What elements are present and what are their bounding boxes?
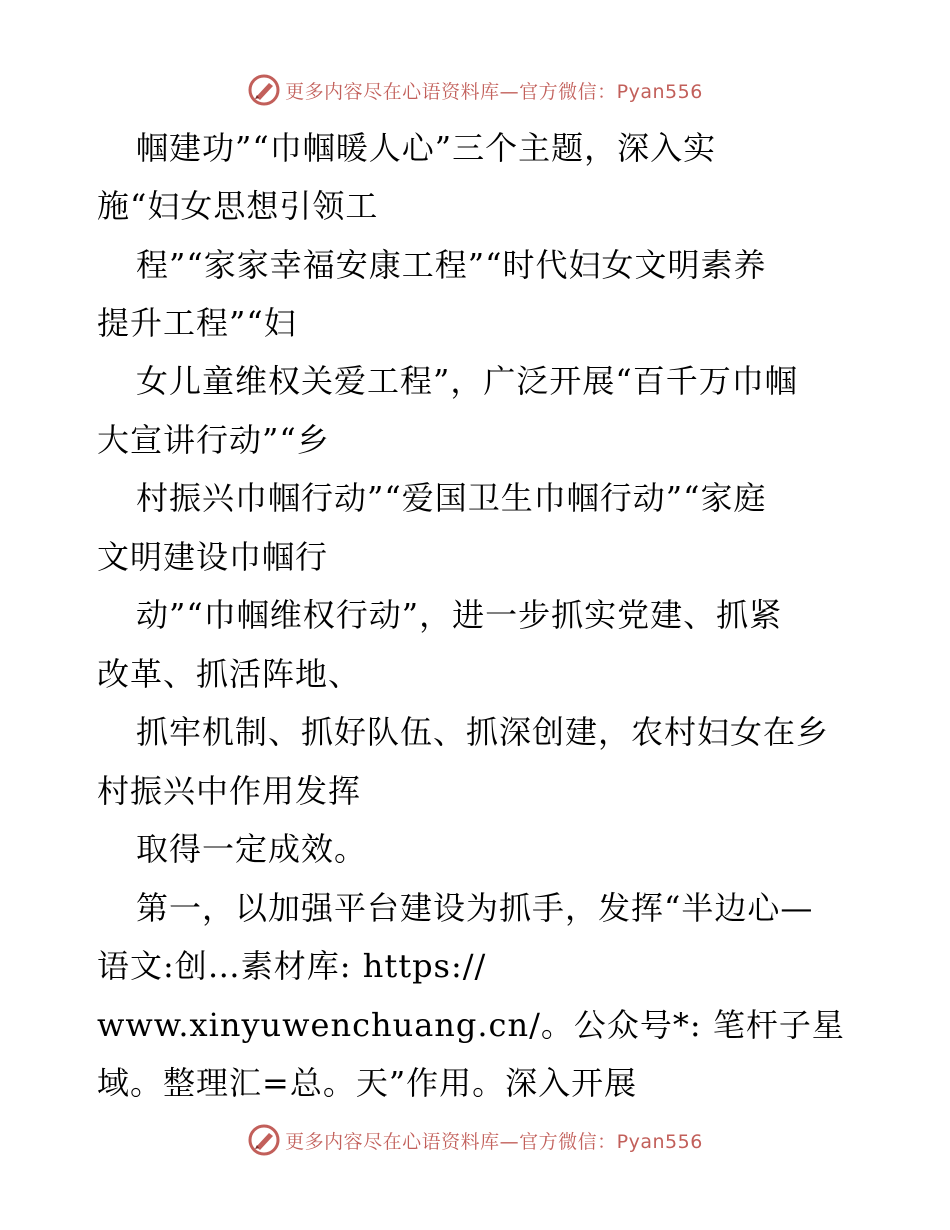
body-line: 提升工程”“妇 <box>97 304 297 342</box>
body-line: 取得一定成效。 <box>136 830 368 868</box>
brand-logo-icon <box>247 1123 281 1157</box>
body-line: 村振兴中作用发挥 <box>97 772 362 810</box>
body-line: 文明建设巾帼行 <box>97 538 329 576</box>
footer-banner <box>0 1120 950 1160</box>
body-line: 语文:创…素材库: https:// <box>97 947 487 985</box>
body-line: 抓牢机制、抓好队伍、抓深创建，农村妇女在乡 <box>136 713 830 751</box>
body-line: 域。整理汇=总。天”作用。深入开展 <box>97 1064 638 1102</box>
body-line: 动”“巾帼维权行动”，进一步抓实党建、抓紧 <box>136 596 783 634</box>
header-banner-text: 更多内容尽在心语资料库—官方微信：Pyan556 <box>285 80 703 103</box>
body-line: 程”“家家幸福安康工程”“时代妇女文明素养 <box>136 246 767 284</box>
body-line: 改革、抓活阵地、 <box>97 655 362 693</box>
body-line: 第一，以加强平台建设为抓手，发挥“半边心— <box>136 889 814 927</box>
body-line: www.xinyuwenchuang.cn/。公众号*: 笔杆子星 <box>97 1006 845 1044</box>
body-line: 施“妇女思想引领工 <box>97 187 379 225</box>
footer-banner-text: 更多内容尽在心语资料库—官方微信：Pyan556 <box>285 1130 703 1153</box>
body-line: 帼建功”“巾帼暖人心”三个主题，深入实 <box>136 129 717 167</box>
body-line: 村振兴巾帼行动”“爱国卫生巾帼行动”“家庭 <box>136 479 767 517</box>
body-line: 大宣讲行动”“乡 <box>97 421 330 459</box>
body-line: 女儿童维权关爱工程”，广泛开展“百千万巾帼 <box>136 362 798 400</box>
